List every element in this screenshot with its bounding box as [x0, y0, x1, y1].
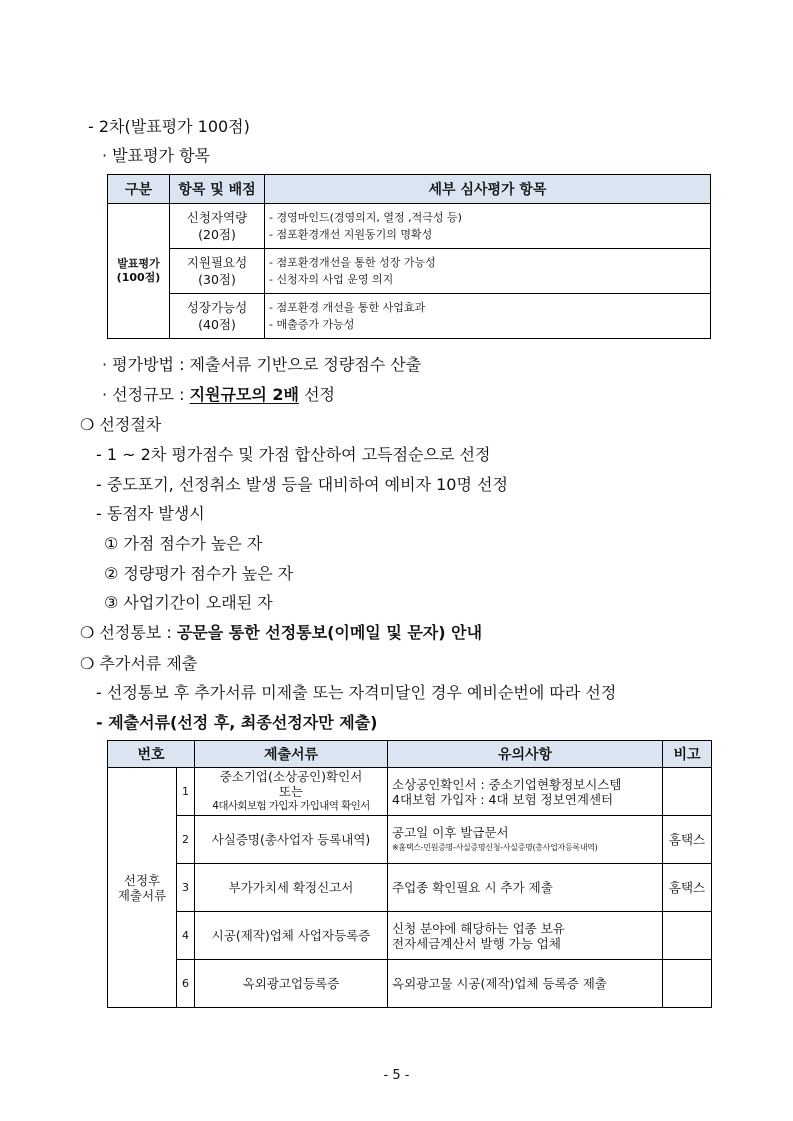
- procedure-heading: ❍ 선정절차: [80, 415, 162, 434]
- category-cell: [108, 204, 170, 339]
- item-name: 성장가능성: [186, 300, 248, 315]
- header-number: 번호: [108, 741, 195, 768]
- item-score: (40점): [198, 317, 236, 332]
- detail-line: - 점포환경 개선을 통한 사업효과: [269, 301, 426, 314]
- group-cell: [108, 768, 177, 1008]
- item-name: 신청자역량: [186, 210, 248, 225]
- notes-cell: [388, 816, 663, 864]
- document-line: 또는: [278, 784, 304, 799]
- note-line: 옥외광고물 시공(제작)업체 등록증 제출: [392, 976, 607, 991]
- detail-cell: [265, 249, 711, 294]
- item-name: 지원필요성: [186, 255, 248, 270]
- table-row: [108, 816, 712, 864]
- header-category: 구분: [108, 175, 170, 204]
- row-number: 1: [177, 768, 195, 816]
- note-line: 전자세금계산서 발행 가능 업체: [392, 935, 561, 951]
- evaluation-method: · 평가방법 : 제출서류 기반으로 정량점수 산출: [102, 355, 422, 374]
- table-row: [108, 960, 712, 1008]
- note-line: ※홈택스-민원증명-사실증명신청-사실증명(총사업자등록내역): [392, 842, 598, 852]
- table-row: [108, 204, 711, 249]
- extra-docs-rule: - 선정통보 후 추가서류 미제출 또는 자격미달인 경우 예비순번에 따라 선정: [96, 683, 617, 702]
- notes-cell: [388, 864, 663, 912]
- remark-cell: [663, 960, 712, 1008]
- page-number: - 5 -: [383, 1068, 410, 1083]
- document-line: 4대사회보험 가입자 가입내역 확인서: [212, 800, 370, 812]
- detail-cell: [265, 204, 711, 249]
- row-number: 6: [177, 960, 195, 1008]
- tie-rule: ① 가점 점수가 높은 자: [104, 534, 263, 553]
- notes-cell: [388, 768, 663, 816]
- procedure-step: - 동점자 발생시: [96, 504, 205, 523]
- category-line2: (100점): [116, 271, 161, 284]
- selection-scale-suffix: 선정: [299, 385, 336, 404]
- remark-cell: 홈택스: [663, 816, 712, 864]
- row-number: 2: [177, 816, 195, 864]
- note-line: 주업종 확인필요 시 추가 제출: [392, 880, 553, 895]
- table-row: [108, 864, 712, 912]
- detail-line: - 경영마인드(경영의지, 열정 ,적극성 등): [269, 211, 462, 224]
- note-line: 4대보험 가입자 : 4대 보험 정보연계센터: [392, 791, 614, 807]
- remark-cell: 홈택스: [663, 864, 712, 912]
- item-cell: [170, 294, 265, 339]
- document-line: 중소기업(소상공인)확인서: [219, 769, 363, 784]
- detail-line: - 점포환경개선 지원동기의 명확성: [269, 228, 433, 241]
- tie-rule: ③ 사업기간이 오래된 자: [104, 593, 273, 612]
- notes-cell: [388, 912, 663, 960]
- remark-cell: [663, 912, 712, 960]
- detail-cell: [265, 294, 711, 339]
- evaluation-table-header: [108, 175, 711, 204]
- detail-line: - 점포환경개선을 통한 성장 가능성: [269, 256, 436, 269]
- submission-docs-table: [107, 740, 712, 1008]
- header-document: 제출서류: [195, 741, 388, 768]
- selection-notice: [80, 620, 482, 643]
- note-line: 소상공인확인서 : 중소기업현황정보시스템: [392, 776, 622, 792]
- category-line1: 발표평가: [117, 257, 160, 270]
- selection-scale: [102, 382, 335, 405]
- item-score: (30점): [198, 272, 236, 287]
- document-cell: 사실증명(총사업자 등록내역): [195, 816, 388, 864]
- notes-cell: [388, 960, 663, 1008]
- table-row: [108, 249, 711, 294]
- remark-cell: [663, 768, 712, 816]
- procedure-step: - 중도포기, 선정취소 발생 등을 대비하여 예비자 10명 선정: [96, 475, 508, 494]
- round2-heading: - 2차(발표평가 100점): [88, 117, 250, 136]
- note-line: 신청 분야에 해당하는 업종 보유: [392, 920, 565, 936]
- selection-scale-value: 지원규모의 2배: [189, 385, 300, 404]
- selection-notice-value: 공문을 통한 선정통보(이메일 및 문자) 안내: [176, 623, 483, 642]
- header-notes: 유의사항: [388, 741, 663, 768]
- item-cell: [170, 249, 265, 294]
- extra-docs-heading: ❍ 추가서류 제출: [80, 654, 198, 673]
- note-line: 공고일 이후 발급문서: [392, 824, 509, 840]
- document-cell: 부가가치세 확정신고서: [195, 864, 388, 912]
- item-cell: [170, 204, 265, 249]
- group-line2: 제출서류: [117, 887, 167, 903]
- table-row: [108, 912, 712, 960]
- table-row: [108, 768, 712, 816]
- presentation-items-label: · 발표평가 항목: [102, 146, 210, 165]
- selection-scale-label: · 선정규모 :: [102, 385, 190, 404]
- detail-line: - 신청자의 사업 운영 의지: [269, 273, 394, 286]
- header-detail-items: 세부 심사평가 항목: [265, 175, 711, 204]
- detail-line: - 매출증가 가능성: [269, 318, 355, 331]
- document-cell: [195, 768, 388, 816]
- submission-docs-header: [108, 741, 712, 768]
- header-remarks: 비고: [663, 741, 712, 768]
- table-row: [108, 294, 711, 339]
- item-score: (20점): [198, 227, 236, 242]
- procedure-step: - 1 ~ 2차 평가점수 및 가점 합산하여 고득점순으로 선정: [96, 445, 491, 464]
- row-number: 4: [177, 912, 195, 960]
- document-cell: 시공(제작)업체 사업자등록증: [195, 912, 388, 960]
- evaluation-table: [107, 174, 711, 339]
- header-item-score: 항목 및 배점: [170, 175, 265, 204]
- document-cell: 옥외광고업등록증: [195, 960, 388, 1008]
- selection-notice-label: ❍ 선정통보 :: [80, 623, 177, 642]
- row-number: 3: [177, 864, 195, 912]
- tie-rule: ② 정량평가 점수가 높은 자: [104, 564, 294, 583]
- group-line1: 선정후: [123, 872, 161, 888]
- submission-docs-heading: - 제출서류(선정 후, 최종선정자만 제출): [96, 713, 378, 732]
